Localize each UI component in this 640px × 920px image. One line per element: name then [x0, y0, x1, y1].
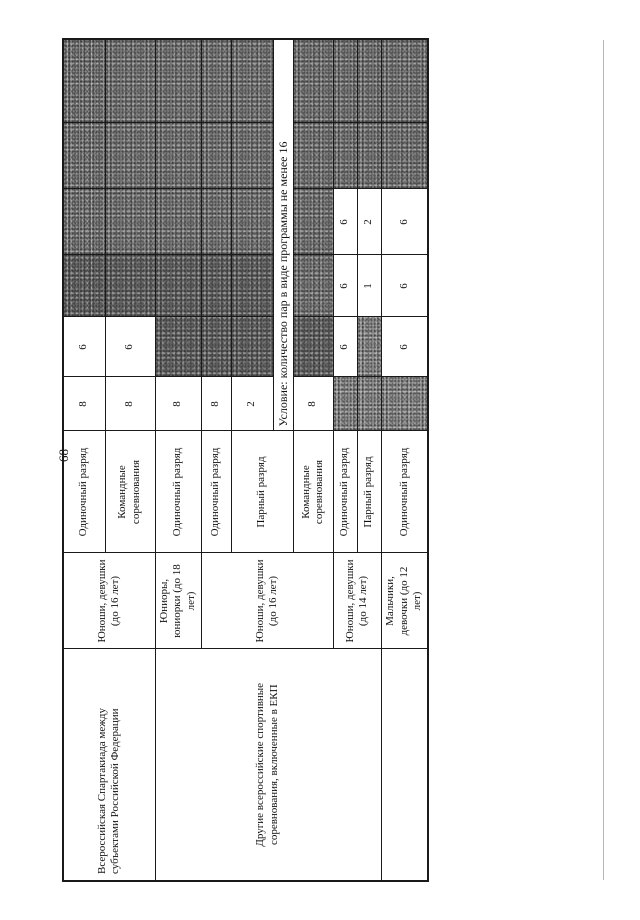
shaded-cell [381, 123, 428, 189]
shaded-cell [293, 317, 333, 377]
shaded-cell [155, 317, 201, 377]
discipline-pair: Парный разряд [357, 431, 381, 553]
shaded-cell [201, 189, 231, 255]
shaded-cell [357, 377, 381, 431]
group-boys14: Юноши, девушки (до 14 лет) [333, 553, 381, 649]
shaded-cell [105, 255, 155, 317]
table-row [63, 39, 105, 881]
shaded-cell [357, 39, 381, 123]
scan-margin-line [603, 40, 604, 880]
discipline-single: Одиночный разряд [63, 431, 105, 553]
shaded-cell [333, 123, 357, 189]
shaded-cell [357, 317, 381, 377]
shaded-cell [293, 39, 333, 123]
shaded-cell [231, 317, 273, 377]
shaded-cell [201, 255, 231, 317]
cell-value: 6 [333, 255, 357, 317]
group-juniors18: Юниоры, юниорки (до 18 лет) [155, 553, 201, 649]
shaded-cell [63, 255, 105, 317]
group-boys16: Юноши, девушки (до 16 лет) [63, 553, 155, 649]
shaded-cell [293, 255, 333, 317]
discipline-team: Командные соревнования [105, 431, 155, 553]
shaded-cell [381, 377, 428, 431]
event-other: Другие всероссийские спортивные соревнования, включенные в ЕКП [155, 649, 381, 881]
cell-value: 6 [333, 317, 357, 377]
cell-value: 2 [231, 377, 273, 431]
shaded-cell [201, 39, 231, 123]
shaded-cell [231, 255, 273, 317]
shaded-cell [201, 317, 231, 377]
cell-value: 8 [201, 377, 231, 431]
shaded-cell [155, 39, 201, 123]
shaded-cell [105, 189, 155, 255]
cell-value: 6 [381, 189, 428, 255]
cell-value: 6 [63, 317, 105, 377]
condition-note: Условие: количество пар в виде программы не менее 16 [273, 39, 293, 431]
cell-value: 8 [293, 377, 333, 431]
shaded-cell [357, 123, 381, 189]
shaded-cell [155, 123, 201, 189]
cell-value: 8 [155, 377, 201, 431]
cell-value: 6 [381, 317, 428, 377]
discipline-single: Одиночный разряд [201, 431, 231, 553]
discipline-pair: Парный разряд [231, 431, 293, 553]
table-row [155, 39, 201, 881]
rotated-table-container [62, 40, 424, 882]
cell-value: 8 [63, 377, 105, 431]
shaded-cell [155, 189, 201, 255]
shaded-cell [105, 123, 155, 189]
shaded-cell [231, 189, 273, 255]
empty-cell [381, 649, 428, 881]
shaded-cell [201, 123, 231, 189]
discipline-single: Одиночный разряд [381, 431, 428, 553]
shaded-cell [381, 39, 428, 123]
discipline-team: Командные соревнования [293, 431, 333, 553]
discipline-single: Одиночный разряд [333, 431, 357, 553]
ranks-table [62, 38, 429, 882]
shaded-cell [231, 39, 273, 123]
group-kids12: Мальчики, девочки (до 12 лет) [381, 553, 428, 649]
shaded-cell [293, 189, 333, 255]
cell-value: 6 [105, 317, 155, 377]
shaded-cell [293, 123, 333, 189]
discipline-single: Одиночный разряд [155, 431, 201, 553]
shaded-cell [63, 39, 105, 123]
cell-value: 8 [105, 377, 155, 431]
event-spartakiad: Всероссийская Спартакиада между субъектами Российской Федерации [63, 649, 155, 881]
shaded-cell [231, 123, 273, 189]
cell-value: 1 [357, 255, 381, 317]
cell-value: 2 [357, 189, 381, 255]
group-boys16: Юноши, девушки (до 16 лет) [201, 553, 333, 649]
shaded-cell [333, 377, 357, 431]
shaded-cell [105, 39, 155, 123]
shaded-cell [63, 189, 105, 255]
cell-value: 6 [381, 255, 428, 317]
table-row [381, 39, 428, 881]
shaded-cell [333, 39, 357, 123]
shaded-cell [63, 123, 105, 189]
cell-value: 6 [333, 189, 357, 255]
page-number: 68 [56, 449, 71, 462]
shaded-cell [155, 255, 201, 317]
